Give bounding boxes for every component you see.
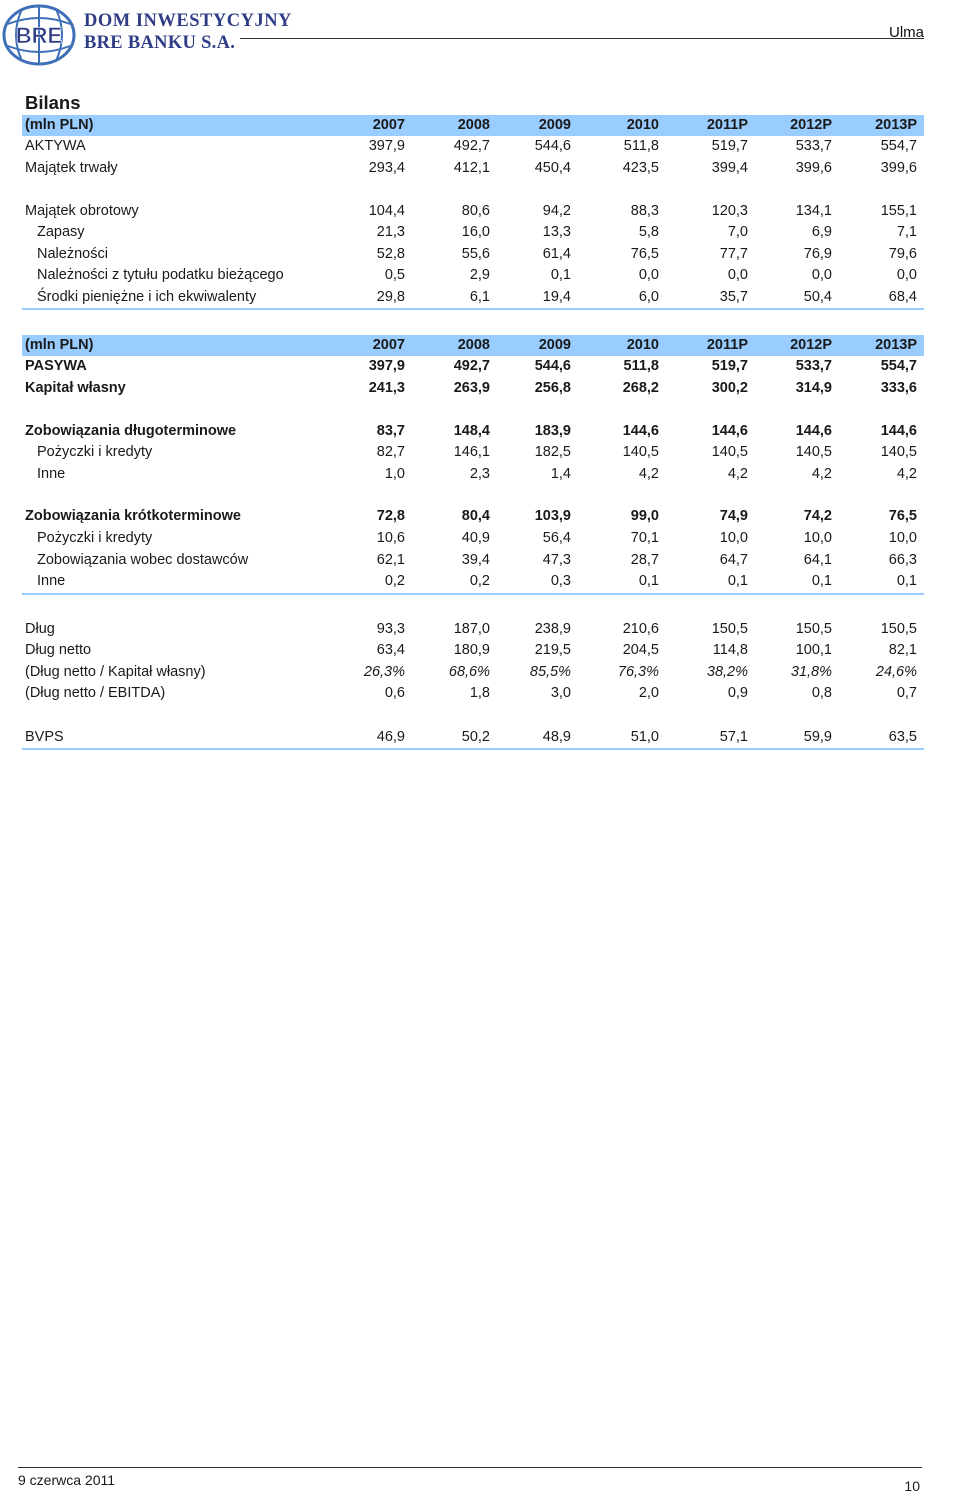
- row-label: Pożyczki i kredyty: [37, 444, 153, 460]
- row-label: (Dług netto / Kapitał własny): [25, 664, 206, 680]
- footer-date: 9 czerwca 2011: [18, 1472, 116, 1488]
- value-cell: 50,2: [461, 729, 490, 745]
- year-header-cell: 2011P: [706, 337, 748, 353]
- footer-rule: [18, 1467, 922, 1468]
- value-cell: 79,6: [888, 246, 917, 262]
- value-cell: 76,9: [803, 246, 832, 262]
- year-header-cell: 2010: [626, 117, 659, 133]
- value-cell: 40,9: [461, 530, 490, 546]
- value-cell: 0,1: [550, 267, 571, 283]
- year-header-cell: 2009: [538, 117, 571, 133]
- value-cell: 263,9: [453, 380, 490, 396]
- value-cell: 293,4: [368, 160, 405, 176]
- value-cell: 61,4: [542, 246, 571, 262]
- year-header-cell: 2007: [372, 117, 405, 133]
- value-cell: 77,7: [719, 246, 748, 262]
- logo-lettering: BRE: [15, 23, 63, 48]
- value-cell: 150,5: [880, 621, 917, 637]
- value-cell: 29,8: [376, 289, 405, 305]
- value-cell: 150,5: [711, 621, 748, 637]
- table-row: [22, 222, 924, 243]
- value-cell: 103,9: [534, 508, 571, 524]
- row-label: Inne: [37, 573, 66, 589]
- value-cell: 10,0: [803, 530, 832, 546]
- value-cell: 4,2: [811, 466, 832, 482]
- value-cell: 4,2: [896, 466, 917, 482]
- value-cell: 144,6: [622, 423, 659, 439]
- value-cell: 19,4: [542, 289, 571, 305]
- value-cell: 0,1: [638, 573, 659, 589]
- table-row: [22, 506, 924, 527]
- value-cell: 397,9: [368, 138, 405, 154]
- value-cell: 144,6: [795, 423, 832, 439]
- value-cell: 423,5: [622, 160, 659, 176]
- value-cell: 13,3: [542, 224, 571, 240]
- table-row: [22, 356, 924, 377]
- value-cell: 48,9: [542, 729, 571, 745]
- value-cell: 0,6: [384, 685, 405, 701]
- table-bottom-rule: [22, 748, 924, 750]
- value-cell: 24,6%: [875, 664, 917, 680]
- value-cell: 83,7: [376, 423, 405, 439]
- value-cell: 0,9: [727, 685, 748, 701]
- year-header-cell: 2013P: [875, 117, 917, 133]
- row-label: Zobowiązania długoterminowe: [25, 423, 237, 439]
- value-cell: 146,1: [453, 444, 490, 460]
- value-cell: 10,0: [888, 530, 917, 546]
- value-cell: 72,8: [376, 508, 405, 524]
- value-cell: 74,9: [719, 508, 748, 524]
- value-cell: 0,1: [896, 573, 917, 589]
- row-label: Zobowiązania krótkoterminowe: [25, 508, 241, 524]
- value-cell: 238,9: [534, 621, 571, 637]
- table-row: [22, 619, 924, 640]
- value-cell: 82,7: [376, 444, 405, 460]
- value-cell: 450,4: [534, 160, 571, 176]
- company-name: Ulma: [888, 24, 924, 41]
- row-label: Zapasy: [37, 224, 85, 240]
- value-cell: 492,7: [453, 358, 490, 374]
- value-cell: 519,7: [711, 138, 748, 154]
- value-cell: 0,1: [811, 573, 832, 589]
- brand-line-2: BRE BANKU S.A.: [84, 33, 236, 53]
- value-cell: 16,0: [461, 224, 490, 240]
- value-cell: 82,1: [888, 642, 917, 658]
- year-header-cell: 2007: [372, 337, 405, 353]
- value-cell: 533,7: [795, 358, 832, 374]
- value-cell: 399,4: [711, 160, 748, 176]
- value-cell: 544,6: [534, 358, 571, 374]
- value-cell: 28,7: [630, 552, 659, 568]
- value-cell: 85,5%: [529, 664, 571, 680]
- value-cell: 268,2: [622, 380, 659, 396]
- value-cell: 7,0: [727, 224, 748, 240]
- value-cell: 31,8%: [790, 664, 832, 680]
- value-cell: 144,6: [880, 423, 917, 439]
- value-cell: 150,5: [795, 621, 832, 637]
- value-cell: 94,2: [542, 203, 571, 219]
- value-cell: 140,5: [711, 444, 748, 460]
- value-cell: 64,1: [803, 552, 832, 568]
- value-cell: 519,7: [711, 358, 748, 374]
- value-cell: 0,8: [811, 685, 832, 701]
- value-cell: 66,3: [888, 552, 917, 568]
- value-cell: 412,1: [453, 160, 490, 176]
- row-label: Należności: [37, 246, 108, 262]
- table-row: [22, 201, 924, 222]
- table-row: [22, 244, 924, 265]
- value-cell: 63,5: [888, 729, 917, 745]
- year-header-cell: 2008: [457, 117, 490, 133]
- value-cell: 148,4: [453, 423, 490, 439]
- value-cell: 70,1: [630, 530, 659, 546]
- value-cell: 7,1: [896, 224, 917, 240]
- value-cell: 183,9: [534, 423, 571, 439]
- value-cell: 80,6: [461, 203, 490, 219]
- value-cell: 0,2: [469, 573, 490, 589]
- value-cell: 140,5: [880, 444, 917, 460]
- bre-logo-icon: [2, 4, 76, 66]
- value-cell: 134,1: [795, 203, 832, 219]
- value-cell: 52,8: [376, 246, 405, 262]
- value-cell: 4,2: [638, 466, 659, 482]
- value-cell: 210,6: [622, 621, 659, 637]
- value-cell: 1,0: [384, 466, 405, 482]
- value-cell: 50,4: [803, 289, 832, 305]
- row-label: Zobowiązania wobec dostawców: [37, 552, 249, 568]
- table-row: [22, 528, 924, 549]
- year-header-cell: 2010: [626, 337, 659, 353]
- value-cell: 0,3: [550, 573, 571, 589]
- value-cell: 204,5: [622, 642, 659, 658]
- row-label: (mln PLN): [25, 337, 94, 353]
- table-header-row: [22, 335, 924, 356]
- value-cell: 63,4: [376, 642, 405, 658]
- table-header-row: [22, 115, 924, 136]
- row-label: PASYWA: [25, 358, 87, 374]
- value-cell: 6,1: [469, 289, 490, 305]
- row-label: BVPS: [25, 729, 64, 745]
- value-cell: 1,4: [550, 466, 571, 482]
- value-cell: 55,6: [461, 246, 490, 262]
- table-row: [22, 727, 924, 748]
- value-cell: 99,0: [630, 508, 659, 524]
- value-cell: 6,9: [811, 224, 832, 240]
- table-row: [22, 442, 924, 463]
- value-cell: 0,0: [811, 267, 832, 283]
- value-cell: 554,7: [880, 358, 917, 374]
- row-label: Środki pieniężne i ich ekwiwalenty: [37, 289, 257, 305]
- value-cell: 4,2: [727, 466, 748, 482]
- year-header-cell: 2012P: [790, 117, 832, 133]
- value-cell: 39,4: [461, 552, 490, 568]
- value-cell: 68,6%: [448, 664, 490, 680]
- value-cell: 140,5: [795, 444, 832, 460]
- value-cell: 0,5: [384, 267, 405, 283]
- row-label: Dług: [25, 621, 55, 637]
- value-cell: 256,8: [534, 380, 571, 396]
- value-cell: 2,0: [638, 685, 659, 701]
- table-row: [22, 550, 924, 571]
- value-cell: 5,8: [638, 224, 659, 240]
- value-cell: 120,3: [711, 203, 748, 219]
- value-cell: 51,0: [630, 729, 659, 745]
- value-cell: 511,8: [623, 138, 659, 154]
- value-cell: 104,4: [368, 203, 405, 219]
- table-row: [22, 378, 924, 399]
- value-cell: 93,3: [376, 621, 405, 637]
- brand-name: [84, 10, 292, 54]
- value-cell: 2,9: [469, 267, 490, 283]
- value-cell: 76,5: [888, 508, 917, 524]
- value-cell: 57,1: [719, 729, 748, 745]
- value-cell: 100,1: [795, 642, 832, 658]
- header-rule: [240, 38, 924, 39]
- table-row: [22, 265, 924, 286]
- value-cell: 0,1: [727, 573, 748, 589]
- value-cell: 399,6: [880, 160, 917, 176]
- value-cell: 88,3: [630, 203, 659, 219]
- value-cell: 2,3: [469, 466, 490, 482]
- value-cell: 47,3: [542, 552, 571, 568]
- value-cell: 0,2: [384, 573, 405, 589]
- value-cell: 140,5: [622, 444, 659, 460]
- value-cell: 554,7: [880, 138, 917, 154]
- table-row: [22, 421, 924, 442]
- brand-line-1: DOM INWESTYCYJNY: [84, 11, 292, 31]
- row-label: AKTYWA: [25, 138, 86, 154]
- value-cell: 0,7: [896, 685, 917, 701]
- year-header-cell: 2013P: [875, 337, 917, 353]
- value-cell: 26,3%: [363, 664, 405, 680]
- value-cell: 397,9: [368, 358, 405, 374]
- section-title: Bilans: [25, 92, 81, 113]
- value-cell: 399,6: [795, 160, 832, 176]
- row-label: Pożyczki i kredyty: [37, 530, 153, 546]
- table-row: [22, 464, 924, 485]
- value-cell: 38,2%: [706, 664, 748, 680]
- value-cell: 144,6: [711, 423, 748, 439]
- value-cell: 62,1: [376, 552, 405, 568]
- value-cell: 64,7: [719, 552, 748, 568]
- value-cell: 511,8: [623, 358, 659, 374]
- table-row: [22, 640, 924, 661]
- table-row: [22, 287, 924, 308]
- value-cell: 10,6: [376, 530, 405, 546]
- value-cell: 114,8: [712, 642, 748, 658]
- value-cell: 80,4: [461, 508, 490, 524]
- value-cell: 21,3: [376, 224, 405, 240]
- value-cell: 35,7: [719, 289, 748, 305]
- year-header-cell: 2012P: [790, 337, 832, 353]
- value-cell: 46,9: [376, 729, 405, 745]
- value-cell: 1,8: [469, 685, 490, 701]
- value-cell: 492,7: [453, 138, 490, 154]
- row-label: Majątek trwały: [25, 160, 118, 176]
- table-row: [22, 158, 924, 179]
- value-cell: 241,3: [368, 380, 405, 396]
- value-cell: 76,5: [630, 246, 659, 262]
- row-label: Kapitał własny: [25, 380, 126, 396]
- year-header-cell: 2008: [457, 337, 490, 353]
- year-header-cell: 2011P: [706, 117, 748, 133]
- value-cell: 544,6: [534, 138, 571, 154]
- value-cell: 219,5: [534, 642, 571, 658]
- row-label: Dług netto: [25, 642, 92, 658]
- value-cell: 56,4: [542, 530, 571, 546]
- page-number: 10: [904, 1478, 920, 1494]
- value-cell: 10,0: [719, 530, 748, 546]
- value-cell: 6,0: [638, 289, 659, 305]
- value-cell: 0,0: [638, 267, 659, 283]
- row-label: Inne: [37, 466, 66, 482]
- value-cell: 187,0: [453, 621, 490, 637]
- value-cell: 76,3%: [617, 664, 659, 680]
- value-cell: 314,9: [795, 380, 832, 396]
- row-label: (Dług netto / EBITDA): [25, 685, 166, 701]
- value-cell: 533,7: [795, 138, 832, 154]
- table-row: [22, 571, 924, 592]
- table-row: [22, 683, 924, 704]
- value-cell: 0,0: [896, 267, 917, 283]
- row-label: Należności z tytułu podatku bieżącego: [37, 267, 284, 283]
- value-cell: 182,5: [534, 444, 571, 460]
- row-label: (mln PLN): [25, 117, 94, 133]
- value-cell: 180,9: [453, 642, 490, 658]
- value-cell: 74,2: [803, 508, 832, 524]
- section-separator: [22, 593, 924, 595]
- value-cell: 59,9: [803, 729, 832, 745]
- year-header-cell: 2009: [538, 337, 571, 353]
- value-cell: 333,6: [880, 380, 917, 396]
- value-cell: 155,1: [880, 203, 917, 219]
- section-separator: [22, 308, 924, 310]
- value-cell: 0,0: [727, 267, 748, 283]
- table-row: [22, 662, 924, 683]
- value-cell: 3,0: [550, 685, 571, 701]
- row-label: Majątek obrotowy: [25, 203, 139, 219]
- value-cell: 300,2: [711, 380, 748, 396]
- value-cell: 68,4: [888, 289, 917, 305]
- table-row: [22, 136, 924, 157]
